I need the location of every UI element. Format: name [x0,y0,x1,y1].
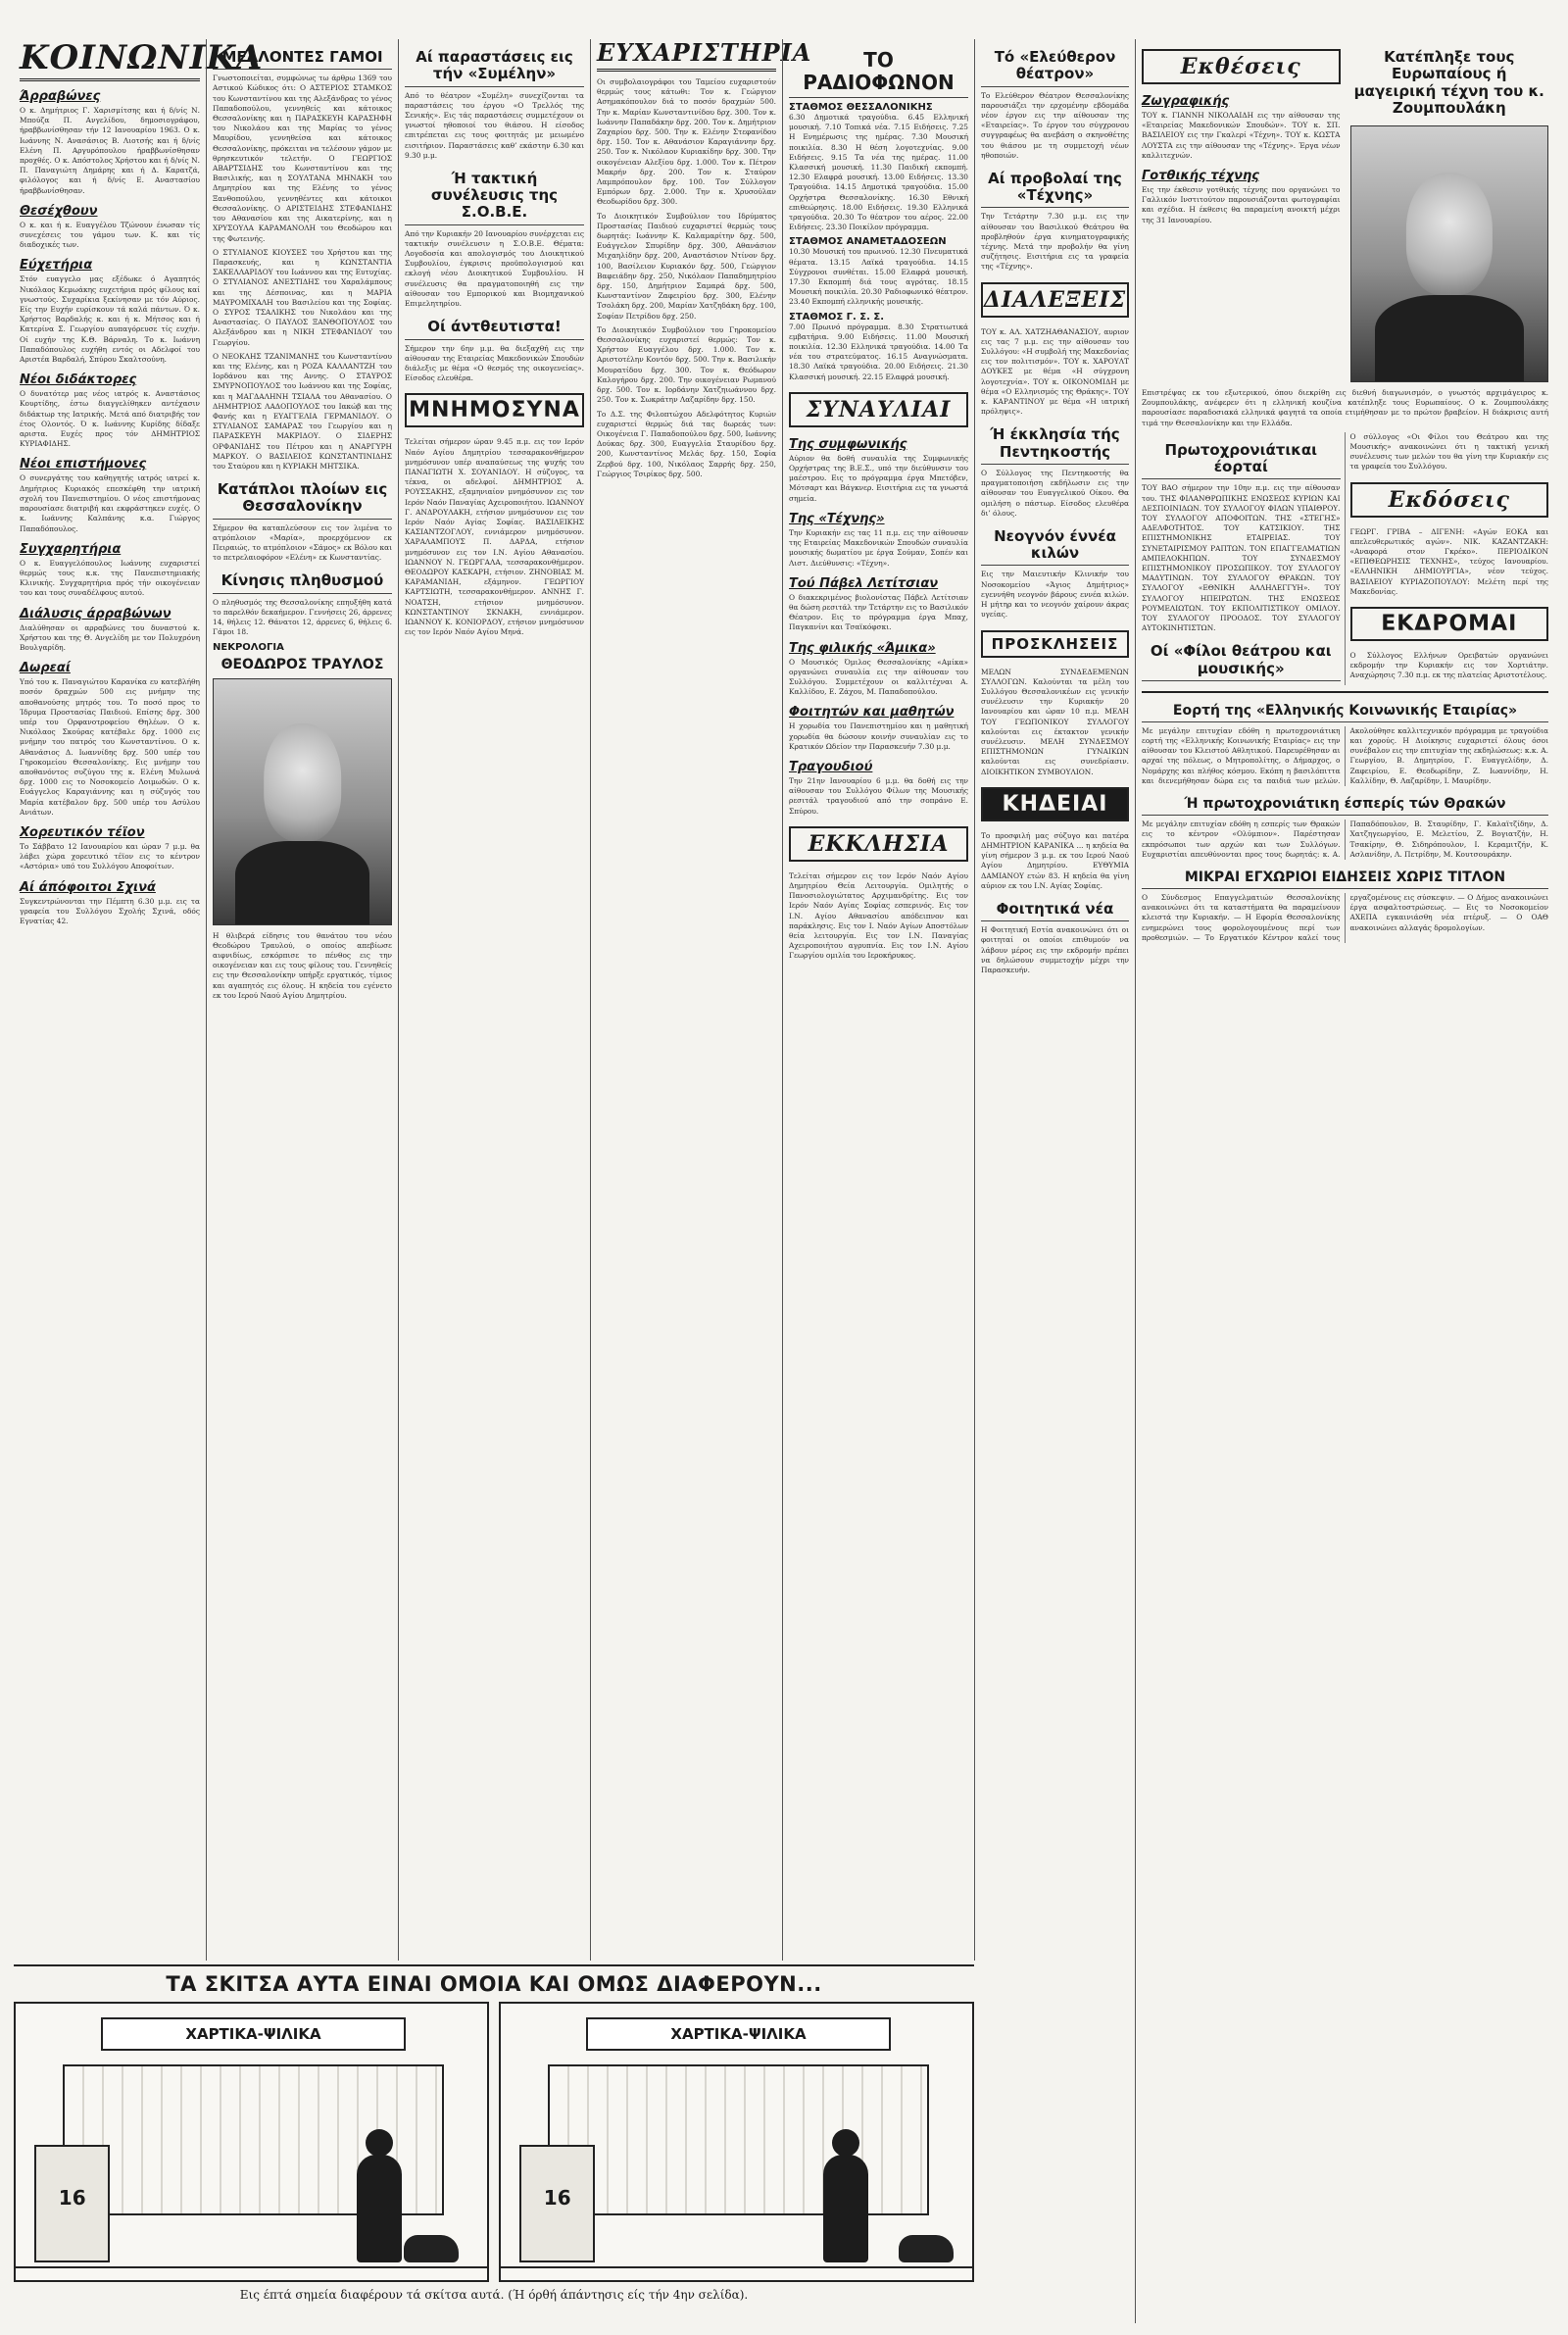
society-celebration-heading: Εορτή της «Ελληνικής Κοινωνικής Εταιρίας» [1142,703,1548,722]
social-masthead: ΚΟΙΝΩΝΙΚΑ [20,41,200,81]
weddings-text-2: Ο ΣΤΥΛΙΑΝΟΣ ΚΙΟΥΣΕΣ του Χρήστου και της Παρασκευής, και η ΚΩΝΣΤΑΝΤΙΑ ΣΑΚΕΛΛΑΡΙΔΟΥ του Ιωάννου και της Ευτυχίας. Ο ΣΤΥΛΙΑΝΟΣ ΑΝΕΣΤΙΔΗΣ του Χαραλάμπους και της Δέσποινας, και η ΜΑΡΙΑ ΜΑΥΡΟΜΙΧΑΛΗ του Βασιλείου και της Σοφίας. Ο ΣΥΡΟΣ ΤΣΑΛΙΚΗΣ του Νικολάου και της Αναστασίας. Ο ΠΑΥΛΟΣ ΞΑΝΘΟΠΟΥΛΟΣ του Αλεξάνδρου και η ΝΙΚΗ ΣΤΕΦΑΝΙΔΟΥ του Γεωργίου. [213,247,392,347]
lectures-text: ΤΟΥ κ. ΑΛ. ΧΑΤΖΗΑΘΑΝΑΣΙΟΥ, αυριον εις τας 7 μ.μ. εις την αίθουσαν του Συλλόγου: «Η συμβολή της Μακεδονίας εις τον πολιτισμόν». ΤΟΥ κ. ΧΑΡΟΥΛΤ ΔΟΥΚΕΣ με θέμα «Η σύγχρονη λογοτεχνία». ΤΟΥ κ. ΟΙΚΟΝΟΜΙΔΗ με θέμα «Ο Ελληνισμός της Θράκης». ΤΟΥ κ. ΚΑΡΑΝΤΙΝΟΥ με θέμα «Η ιατρική πρόληψις». [981,326,1130,417]
song-text: Την 21ην Ιανουαρίου 6 μ.μ. θα δοθή εις την αίθουσαν του Συλλόγου Φίλων της Μουσικής ρεσιτάλ τραγουδιού από την σοπράνο Ε. Σπύρου. [789,775,968,816]
broken-engagement-text: Διαλύθησαν οι αρραβώνες του δυναστού κ. Χρήστου και της Θ. Ανγελίδη με τον Πολυχρόνη Βουλγαρίδη. [20,622,200,652]
thracians-heading: Ή πρωτοχρονιάτικη έσπερίς τών Θρακών [1142,796,1548,816]
new-year-text: ΤΟΥ ΒΑΟ σήμερον την 10ην π.μ. εις την αίθουσαν του. ΤΗΣ ΦΙΛΑΝΘΡΩΠΙΚΗΣ ΕΝΩΣΕΩΣ ΚΥΡΙΩΝ ΚΑΙ ΔΕΣΠΟΙΝΙΔΩΝ. ΤΟΥ ΣΥΛΛΟΓΟΥ ΦΙΛΩΝ ΥΠΑΙΘΡΟΥ. ΤΟΥ ΣΥΛΛΟΓΟΥ ΑΠΟΦΟΙΤΩΝ. ΤΗΣ «ΣΤΕΓΗΣ» ΑΔΕΛΦΟΤΗΤΟΣ. ΤΟΥ ΚΑΤΣΙΚΙΟΥ. ΤΗΣ ΕΠΙΣΤΗΜΟΝΙΚΗΣ ΕΤΑΙΡΕΙΑΣ. ΤΟΥ ΣΥΝΕΤΑΙΡΙΣΜΟΥ ΡΑΠΤΩΝ. ΤΟΝ ΕΠΑΓΓΕΛΜΑΤΙΩΝ ΑΜΠΕΛΟΚΗΠΩΝ. ΤΟΥ ΣΥΝΔΕΣΜΟΥ ΕΠΙΣΤΗΜΟΝΙΚΟΥ ΠΡΟΣΩΠΙΚΟΥ. ΤΟΥ ΣΥΛΛΟΓΟΥ ΜΑΔΥΤΙΝΩΝ. ΤΟΥ ΣΥΛΛΟΓΟΥ ΘΡΑΚΩΝ. ΤΟΥ ΣΥΛΛΟΓΟΥ «ΕΘΝΙΚΗ ΑΛΛΗΛΕΓΓΥΗ». ΤΟΥ ΣΥΛΛΟΓΟΥ ΗΠΕΙΡΩΤΩΝ. ΤΗΣ ΕΝΩΣΕΩΣ ΡΟΥΜΕΛΙΩΤΩΝ. ΤΟΥ ΕΚΠΟΛΙΤΙΣΤΙΚΟΥ ΟΜΙΛΟΥ. ΤΟΥ ΣΥΛΛΟΓΟΥ ΠΡΟΟΔΟΣ. ΤΟΥ ΣΥΛΛΟΓΟΥ ΑΥΤΟΚΙΝΗΤΙΣΤΩΝ. [1142,483,1341,633]
sobe-assembly-heading: Ή τακτική συνέλευσις της Σ.Ο.Β.Ε. [405,171,584,225]
church-heading: ΕΚΚΛΗΣΙΑ [789,826,968,862]
screenings-text: Την Τετάρτην 7.30 μ.μ. εις την αίθουσαν του Βασιλικού Θεάτρου θα προβληθούν έργα κινηματογραφικής τέχνης. Μετά την προβολήν θα γίνη συζήτησις. Εισιτήρια εις τα γραφεία της «Τέχνης». [981,212,1129,272]
column-theatre [398,39,590,1961]
cartoon-panels [14,2002,974,2282]
memorials-heading: ΜΝΗΜΟΣΥΝΑ [405,393,584,427]
column-radio [782,39,974,1961]
radio-station-1: ΣΤΑΘΜΟΣ ΘΕΣΣΑΛΟΝΙΚΗΣ [789,102,933,113]
dog-figure [404,2235,459,2262]
pentecost-text: Ο Σύλλογος της Πεντηκοστής θα πραγματοποιήση εκδήλωσιν εις την αίθουσαν του Ευαγγελικού Οίκου. Θα ομιλήση ο πάστωρ. Είσοδος ελευθέρα δι’ όλους. [981,468,1129,518]
new-scientists-text: Ο συνεργάτης του καθηγητής ιατρός ιατρεί κ. Δημήτριος Κυριακός επεσκέφθη την ιατρική σχολή του Πανεπιστημίου. Ο νέος επιστήμονας παρουσίασε διατριβή και εκφράστηκεν ευχές. Ο κ. Ιωάννης Καλπάνης κ.α. Γιώργος Παπαδόπουλος. [20,473,200,533]
radio-schedule-3: 7.00 Πρωινό πρόγραμμα. 8.30 Στρατιωτικά εμβατήρια. 9.00 Ειδήσεις. 11.00 Μουσική ποικιλία. 12.30 Ελληνικά τραγούδια. 14.00 Τα νέα του στρατεύματος. 16.15 Αναγνώσματα. 18.30 Λαϊκά τραγούδια. 20.00 Ειδήσεις. 21.30 Κλασσική μουσική. 22.15 Ελαφρά μουσική. [789,322,968,381]
pavel-heading: Τού Πάβελ Λετίτσιαν [789,575,939,591]
column-events [974,39,1135,1961]
radio-schedule-1: 6.30 Δημοτικά τραγούδια. 6.45 Ελληνική μουσική. 7.10 Τοπικά νέα. 7.15 Ειδήσεις. 7.25 Η Ενημέρωσις της ημέρας. 7.30 Μουσική ποικιλία. 8.30 Η θέση λογοτεχνίας. 9.00 Ειδήσεις. 9.15 Τα νέα της ημέρας. 11.00 Κλασσική μουσική. 11.30 Παιδική εκπομπή. 12.30 Ελαφρά μουσική. 13.00 Ειδήσεις. 13.30 Τραγούδια. 14.15 Δημοτικά τραγούδια. 15.00 Ορχήστρα Θεσσαλονίκης. 16.30 Εθνική επιθεώρησις. 18.00 Ειδήσεις. 19.30 Ελληνικά τραγούδια. 20.30 Το θέατρον του αέρος. 22.00 Ειδήσεις. 23.30 Ποικίλον πρόγραμμα. [789,113,968,232]
painting-heading: Ζωγραφικής [1142,94,1230,109]
thracians-text: Με μεγάλην επιτυχίαν εδόθη η εσπερίς των Θρακών εις το κέντρον «Ολύμπιον». Παρέστησαν εκπρόσωποι των αρχών και των Συλλόγων. Ευχαριστίαι απευθύνονται προς τους δωρητάς: κ. Α. Παπαδόπουλον, Β. Σταυρίδην, Γ. Καλαϊτζίδην, Δ. Χατζηγεωργίου, Ε. Μελετίου, Ζ. Βογιατζήν, Η. Τσακίρην, Θ. Σιδηρόπουλον, Ι. Κεραμιτζήν, Κ. Ασλανίδην, Λ. Πετρίδην, Μ. Κουτσουράκην. [1142,820,1548,859]
section-text: Ο κ. και ή κ. Ευαγγέλου Τζώνουν ένωσαν τίς συνεχέσεις του γάμου των. Κ. και τίς διαδοχικές των. [20,220,200,250]
thanks-text-1: Οι συμβολαιογράφοι του Ταμείου ευχαριστούν θερμώς τους κάτωθι: Τον κ. Γεώργιον Ασημακόπουλον διά το ποσόν δραχμών 500. Την κ. Μαρίαν Κωνσταντινίδου δρχ. 300. Τον κ. Ιωάννην Παπαδάκην δρχ. 200. Τον κ. Δημήτριον Ζαχαρίου δρχ. 500. Την κ. Ελένην Στεφανίδου δρχ. 150. Τον κ. Αθανάσιον Καραγιάννην δρχ. 250. Τον κ. Νικόλαον Κυριακίδην δρχ. 300. Την οικογένειαν Αλεξίου δρχ. 1.000. Τον κ. Πέτρον Μακρήν δρχ. 200. Τον κ. Σταύρον Λαμπρόπουλον δρχ. 100. Τον Σύλλογον Εμπόρων δρχ. 2.000. Την κ. Χρυσούλαν Θεοδωρίδου δρχ. 300. [597,77,776,207]
cartoon-panel-left [14,2002,489,2282]
congratulations-text: Ο κ. Ευαγγελόπουλος Ιωάννης ευχαριστεί θερμώς τους κ.κ. της Πανεπιστημιακής Κλινικής. Συγχαρητήρια πρός τήν οικογένειαν του και τους συναδέλφους αυτού. [20,558,200,598]
pentecost-heading: Ή έκκλησία τής Πεντηκοστής [981,426,1129,465]
new-scientists-heading: Νέοι επιστήμονες [20,457,147,472]
opponents-text: Σήμερον την 6ην μ.μ. θα διεξαχθή εις την αίθουσαν της Εταιρείας Μακεδονικών Σπουδών διάλεξις με θέμα «Ο θεσμός της οικογενείας». Είσοδος ελευθέρα. [405,343,584,383]
weddings-text-1: Γνωστοποιείται, συμφώνως τω άρθρω 1369 του Αστικού Κώδικος ότι: Ο ΑΣΤΕΡΙΟΣ ΣΤΑΜΚΟΣ του Κωνσταντίνου και της Αλεξάνδρας το γένος Παπαδοπούλου, γεννηθείς και κάτοικος Θεσσαλονίκης και η ΠΑΡΑΣΚΕΥΗ ΚΑΡΑΣΗΦΗ του Νικολάου και της Μαρίας το γένος Μαυρίδου, γεννηθείσα και κάτοικος Θεσσαλονίκης, πρόκειται να τελέσουν γάμον με θρησκευτικόν τελετήν. Ο ΓΕΩΡΓΙΟΣ ΑΒΑΡΤΣΙΔΗΣ του Κωνσταντίνου και της Βασιλικής, και η ΣΟΥΛΤΑΝΑ ΜΗΝΑΚΗ του Δημητρίου και της Ελένης το γένος Ξανθοπούλου, γεννηθέντες και κάτοικοι Θεσσαλονίκης. Ο ΑΡΙΣΤΕΙΔΗΣ ΣΤΕΦΑΝΙΔΗΣ του Αθανασίου και της Αικατερίνης, και η ΧΡΥΣΟΥΛΑ ΚΑΡΑΜΑΝΟΛΗ του Θεοδώρου και της Φωτεινής. [213,74,392,243]
section-heading: Θεσέχθουν [20,203,98,219]
thanks-text-2: Το Διοικητικόν Συμβούλιον του Ιδρύματος Προστασίας Παιδιού ευχαριστεί θερμώς τους δωρητάς: Ιωάννην Κ. Καλαμαρίτην δρχ. 500, Ευάγγελον Σπυρίδην δρχ. 300, Αθανάσιον Μιχαηλίδην δρχ. 200, Αναστάσιον Ντίνον δρχ. 100, Βασίλειον Κυριακόν δρχ. 500, Γεώργιον Βαφειάδην δρχ. 250, Νικόλαον Παπαδημητρίου δρχ. 150, Δημήτριον Σαμαρά δρχ. 500, Κωνσταντίνον Ζαφειρίου δρχ. 300, Ελένην Τσολάκη δρχ. 200, Μαρίαν Χατζηδάκη δρχ. 100, Σοφίαν Πετρίδου δρχ. 250. [597,211,776,321]
gothic-heading: Γοτθικής τέχνης [1142,169,1259,184]
chef-photo [1350,125,1549,382]
ship-arrivals-heading: Κατάπλοι πλοίων εις Θεσσαλονίκην [213,481,392,520]
dance-tea-text: Το Σάββατο 12 Ιανουαρίου και ώραν 7 μ.μ. θα λάβει χώρα χορευτικό τέϊον εις το κέντρον «Αστόρια» υπό του Συλλόγου Αποφοίτων. [20,841,200,871]
column-thanks [590,38,812,1961]
symphonic-text: Αύριον θα δοθή συναυλία της Συμφωνικής Ορχήστρας της Β.Ε.Σ., υπό την διεύθυνσιν του μαέστρου. Εις το πρόγραμμα έργα Μπετόβεν, Μότσαρτ και Βάγκνερ. Εισιτήρια εις τα γνωστά σημεία. [789,453,968,503]
column-weddings [206,39,398,1961]
gothic-text: Εις την έκθεσιν γοτθικής τέχνης που οργανώνει το Γαλλικόν Ινστιτούτον παρουσιάζονται φωτογραφίαι και σχέδια. Η έκθεσις θα παραμείνη ανοικτή μέχρι της 31 Ιανουαρίου. [1142,185,1341,224]
population-text: Ο πληθυσμός της Θεσσαλονίκης επηυξήθη κατά το παρελθόν δεκαήμερον. Γεννήσεις 26, άρρενες 14, θήλεις 12. Θάνατοι 12, άρρενες 6, θήλεις 6. Γάμοι 18. [213,597,392,637]
friends-heading: Οί «Φίλοι θεάτρου και μουσικής» [1142,643,1341,681]
obituary-label: ΝΕΚΡΟΛΟΓΙΑ [213,641,284,653]
new-doctors-heading: Νέοι διδάκτορες [20,373,137,388]
local-news-heading: ΜΙΚΡΑΙ ΕΓΧΩΡΙΟΙ ΕΙΔΗΣΕΙΣ ΧΩΡΙΣ ΤΙΤΛΟΝ [1142,869,1548,889]
obituary-name: ΘΕΟΔΩΡΟΣ ΤΡΑΥΛΟΣ [220,656,384,672]
shop-sign: ΧΑΡΤΙΚΑ-ΨΙΛΙΚΑ [101,2017,407,2051]
symphonic-heading: Της συμφωνικής [789,436,907,452]
divider [1142,691,1548,693]
shop-door: 16 [519,2145,595,2262]
broken-engagement-heading: Διάλυσις άρραβώνων [20,606,172,621]
portrait-suit [235,841,370,924]
symeli-heading: Αί παραστάσεις εις τήν «Συμέλην» [405,49,584,87]
publications-text: ΓΕΩΡΓ. ΓΡΙΒΑ – ΔΙΓΕΝΗ: «Αγών ΕΟΚΑ και απελευθερωτικός αγών». ΝΙΚ. ΚΑΖΑΝΤΖΑΚΗ: «Αναφορά στον Γκρέκο». ΠΕΡΙΟΔΙΚΟΝ «ΕΠΙΘΕΩΡΗΣΙΣ ΤΕΧΝΗΣ», τεύχος Ιανουαρίου. «ΕΛΛΗΝΙΚΗ ΔΗΜΙΟΥΡΓΙΑ», νέον τεύχος. ΒΑΣΙΛΕΙΟΥ ΚΥΡΙΑΖΟΠΟΥΛΟΥ: Μελέτη περί της Μακεδονίας. [1349,526,1548,596]
greetings-text: Στόν ευαγγελο μας εξέδωκε ό Αγαπητός Νικόλαος Κεμωάκης ευχετήρια πρός φίλους καί γνωστούς. Συχαρίκια ξεκίνησαν με τόν Αύριος. Είς την Ευχήν ευρίσκουν τά καλά πάντων. Ό κ. Χρήστος Βαρδαλής κ. και ή κ. Μήτσος και ή Κατερίνα Σ. Γεωργίου αυπαγόρευσε τίς ευχήν. Οί ευχήν της Κ.Θ. Βάρναλη. Το κ. Ιωάννη Παπαδόπουλος ευχήθη εντός οι Αδελφοί του Αριστέα Βαρδαλή, Σπύρου Σκαλτσούνη. [20,274,200,365]
thanks-text-3: Το Διοικητικόν Συμβούλιον του Γηροκομείου Θεσσαλονίκης ευχαριστεί θερμώς: Τον κ. Χρήστον Ευαγγέλου δρχ. 1.000. Τον κ. Αριστοτέλην Κοντόν δρχ. 500. Την κ. Βασιλικήν Μουρατίδου δρχ. 300. Τον κ. Θεόδωρον Καλογήρου δρχ. 200. Την οικογένειαν Ρωμανού δρχ. 500. Τον κ. Ιορδάνην Χατζηιωάννου δρχ. 250. Τον κ. Σωκράτην Λαζαρίδην δρχ. 150. [597,324,776,405]
radio-heading: ΤΟ ΡΑΔΙΟΦΩΝΟΝ [789,49,968,98]
amika-heading: Της φιλικής «Άμικα» [789,640,936,656]
chef-suit [1375,295,1524,381]
chef-block [1350,39,1549,388]
painting-text: ΤΟΥ κ. ΓΙΑΝΝΗ ΝΙΚΟΛΑΙΔΗ εις την αίθουσαν της «Εταιρείας Μακεδονικών Σπουδών». ΤΟΥ κ. ΣΠ. ΒΑΣΙΛΕΙΟΥ εις την Γκαλερί «Τέχνη». ΤΟΥ κ. ΚΩΣΤΑ ΛΟΥΣΤΑ εις την αίθουσαν της «Τέχνης». Έργα νέων καλλιτεχνών. [1142,111,1341,160]
newborn-heading: Νεογνόν έννέα κιλών [981,528,1129,567]
graduates-text: Συγκεντρώνονται την Πέμπτη 6.30 μ.μ. εις τα γραφεία του Συλλόγου Σχολής Σχινά, οδός Εγνατίας 42. [20,896,200,925]
population-heading: Κίνησις πληθυσμού [213,572,392,593]
shop-window [548,2064,929,2215]
thanks-masthead: ΕΥΧΑΡΙΣΤΗΡΙΑ [597,41,776,72]
local-news-text: Ο Σύνδεσμος Επαγγελματιών Θεσσαλονίκης ανακοινώνει ότι τα καταστήματα θα παραμείνουν κλειστά την Κυριακήν. — Η Εφορία Θεσσαλονίκης ενημερώνει τους φορολογουμένους περί των προθεσμιών. — Το Εργατικόν Κέντρον καλεί τους εργαζομένους εις σύσκεψιν. — Ο Δήμος ανακοινώνει έργα ασφαλτοστρώσεως. — Εις το Νοσοκομείον ΑΧΕΠΑ εγκαινιάσθη νέα πτέρυξ. — Ο ΟΑΘ ανακοινώνει αλλαγάς δρομολογίων. [1142,893,1548,942]
newborn-text: Εις την Μαιευτικήν Κλινικήν του Νοσοκομείου «Άγιος Δημήτριος» εγεννήθη νεογνόν βάρους εννέα κιλών. Η μήτηρ και το νεογνόν χαίρουν άκρας υγείας. [981,570,1129,620]
cartoon-caption: Εις έπτά σημεία διαφέρουν τά σκίτσα αυτά. (Ή όρθή άπάντησις είς τήν 4ην σελίδα). [239,2288,749,2302]
techni-heading: Της «Τέχνης» [789,511,885,526]
chef-headline: Κατέπληξε τους Ευρωπαίους ή μαγειρική τέχνη του κ. Ζουμπουλάκη [1353,48,1544,117]
song-heading: Τραγουδιού [789,759,873,774]
obituary-text: Η θλιβερά είδησις του θανάτου του νέου Θεοδώρου Τραυλού, ο οποίος απεβίωσε αιφνιδίως, εσκόρπισε το πένθος εις την οικογένειαν και εις τους φίλους του. Γεννηθείς εις την Θεσσαλονίκην υπήρξε εργατικός, τίμιος και αγαπητός εις όλους. Η κηδεία του εγένετο εκ του Ιερού Ναού Αγίου Δημητρίου. [213,930,392,1000]
exhibitions-block [1142,39,1341,388]
friends-text: Ο σύλλογος «Οι Φίλοι του Θεάτρου και της Μουσικής» ανακοινώνει ότι η τακτική γενική συνέλευσις των μελών του θα γίνη την Κυριακήν εις τα γραφεία του Συλλόγου. [1349,431,1548,472]
ground-line [16,2266,487,2268]
chef-text: Επιστρέψας εκ του εξωτερικού, όπου διεκρίθη εις διεθνή διαγωνισμόν, ο γνωστός αρχιμάγειρος κ. Ζουμπουλάκης, ανέφερεν ότι η ελληνική κουζίνα κατέπληξε τους Ευρωπαίους. Ο κ. Ζουμπουλάκης παρουσίασε παραδοσιακά ελληνικά φαγητά τα οποία ετιμήθησαν με το πρώτον βραβείον. Η διάκρισις αυτή τιμά την Θεσσαλονίκην και την Ελλάδα. [1142,388,1548,427]
techni-text: Την Κυριακήν εις τας 11 π.μ. εις την αίθουσαν της Εταιρείας Μακεδονικών Σπουδών συναυλία μουσικής δωματίου με έργα Σούμαν, Σοπέν και Λιστ. Διεύθυνσις: «Τέχνη». [789,527,968,568]
shop-sign: ΧΑΡΤΙΚΑ-ΨΙΛΙΚΑ [586,2017,892,2051]
screenings-heading: Αί προβολαί της «Τέχνης» [981,171,1129,209]
students-heading: Φοιτητών και μαθητών [789,705,955,720]
society-celebration-text: Με μεγάλην επιτυχίαν εδόθη η πρωτοχρονιάτικη εορτή της «Ελληνικής Κοινωνικής Εταιρίας» εις την αίθουσαν του Κλειστού Αθλητικού. Παρευρέθησαν αι αρχαί της πόλεως, ο Μητροπολίτης, ο Δήμαρχος, ο Νομάρχης και πλήθος κόσμου. Εκόπη η βασιλόπιττα και διενεμήθησαν δώρα εις τα παιδιά των μελών. Ακολούθησε καλλιτεχνικόν πρόγραμμα με τραγούδια και χορούς. Η Διοίκησις ευχαριστεί όλους όσοι συνέβαλον εις την επιτυχίαν της εκδηλώσεως: κ.κ. Α. Γεωργίου, Β. Δημητρίου, Γ. Ευαγγελίδην, Δ. Ζαφειρίου, Ε. Θεοδωρίδην, Ζ. Ιωαννίδην, Η. Καλλίδην, Θ. Λαζαρίδην, Ι. Μαυρίδην. [1142,725,1548,785]
donations-heading: Δωρεαί [20,661,71,676]
invitations-heading: ΠΡΟΣΚΛΗΣΕΙΣ [981,630,1129,658]
amika-text: Ο Μουσικός Όμιλος Θεσσαλονίκης «Αμίκα» οργανώνει συναυλία εις την αίθουσαν του Συλλόγου. Συμμετέχουν οι καλλιτέχναι Α. Καλλίδου, Ε. Ζάχου, Μ. Παπαδοπούλου. [789,657,968,697]
column-culture [1135,39,1554,2323]
free-theatre-heading: Τό «Ελεύθερον θέατρον» [981,49,1129,87]
spot-the-difference-cartoon [14,1964,974,2331]
cartoon-title: ΤΑ ΣΚΙΤΣΑ ΑΥΤΑ ΕΙΝΑΙ ΟΜΟΙΑ ΚΑΙ ΟΜΩΣ ΔΙΑΦΕΡΟΥΝ... [166,1972,822,1996]
student-news-text: Η Φοιτητική Εστία ανακοινώνει ότι οι φοιτηταί οι οποίοι επιθυμούν να λάβουν μέρος εις την εκδρομήν πρέπει να δηλώσουν συμμετοχήν μέχρι την Παρασκευήν. [981,925,1129,975]
free-theatre-text: Το Ελεύθερον Θέατρον Θεσσαλονίκης παρουσιάζει την ερχομένην εβδομάδα νέον έργον εις την αίθουσαν της «Εταιρείας». Το έργον του σύγχρονου συγγραφέως θα ανεβάση ο σκηνοθέτης του θιάσου με τη συμμετοχή νέων ηθοποιών. [981,90,1129,160]
engagements-text: Ο κ. Δημήτριος Γ. Χαρισμίτσης και ή δ/νίς Ν. Μπούζα Π. Ανγελίδου, δημοσιογράφου, ήραββωνίσθησαν τήν 12 Ιανουαρίου 1963. Ο κ. Ιωάννης Ν. Ανασάσιος Β. Λιοτσής και ή δ/νίς Ελένη Π. Αργυρόπουλου ήραββωνίσθησαν προχθές. Ο κ. Απόστολος Χρήστου και ή δ/νίς Ν. Π. Παναγιώτη Δημάρης και ή Δ. Καρατζά, φιλόλογος και ή δ/νίς Ε. Αναστασίου ήραββωνίσθησαν. [20,106,200,195]
dance-tea-heading: Χορευτικόν τέϊον [20,824,145,840]
church-text: Τελείται σήμερον εις τον Ιερόν Ναόν Αγίου Δημητρίου Θεία Λειτουργία. Ομιλητής ο Πανοσιολογιώτατος Αρχιμανδρίτης. Εις τον Ιερόν Ναόν Αγίας Σοφίας εσπερινός. Εις τον Ι.Ν. Αγίου Αθανασίου απόδειπνον και παράκλησις. Εις τον Ι. Ναόν Αγίων Αποστόλων θεία λειτουργία. Εις τον Ι.Ν. Παναγίας Αχειροποιήτου αγρυπνία. Εις τον Ι.Ν. Αγίου Γεωργίου ομιλία του Ιεροκήρυκος. [789,870,968,961]
memorials-text: Τελείται σήμερον ώραν 9.45 π.μ. εις τον Ιερόν Ναόν Αγίου Δημητρίου τεσσαρακονθήμερον μνημόσυνον υπέρ αναπαύσεως της ψυχής του ΠΑΝΑΓΙΩΤΗ Χ. ΣΟΥΑΝΙΔΟΥ. Η σύζυγος, τα τέκνα, οι αδελφοί. ΔΗΜΗΤΡΙΟΣ Α. ΡΟΥΣΣΑΚΗΣ, εξαμηνιαίον μνημόσυνον εις τον Ιερόν Ναόν Παναγίας Αχειροποιήτου. ΙΩΑΝΝΟΥ Γ. ΑΝΔΡΟΥΛΑΚΗ, ετήσιον μνημόσυνον εις τον Ιερόν Ναόν Αγίας Σοφίας. ΒΑΣΙΛΕΙΚΗΣ ΚΑΣΙΑΝΤΖΟΓΛΟΥ, εννιάμερον μνημόσυνον. ΧΑΡΑΛΑΜΠΟΥΣ Π. ΔΑΡΔΑ, ετήσιον μνημόσυνον εις τον Ι.Ν. Αγίου Αθανασίου. ΙΩΑΝΝΟΥ Ν. ΓΕΩΡΓΑΛΑ, τεσσαρακονθήμερον. ΘΕΟΔΩΡΟΥ ΚΑΣΚΑΡΗ, ετήσιον. ΖΗΝΟΒΙΑΣ Μ. ΚΑΡΑΜΑΝΙΔΗ, εξάμηνον. ΓΕΩΡΓΙΟΥ ΚΑΡΤΣΙΩΤΗ, τεσσαρακονθήμερον. ΑΝΝΗΣ Γ. ΝΟΑΤΣΗ, ετήσιον μνημόσυνον. ΚΩΝΣΤΑΝΤΙΝΟΥ ΣΚΝΑΚΗ, εννιάμερον. ΙΩΑΝΝΟΥ Κ. ΚΟΝΙΟΡΔΟΥ, ετήσιον μνημόσυνον εις τον Ιερόν Ναόν Αγίου Μηνά. [405,437,584,637]
weddings-text-3: Ο ΝΕΟΚΛΗΣ ΤΖΑΝΙΜΑΝΗΣ του Κωνσταντίνου και της Ελένης, και η ΡΟΖΑ ΚΑΛΛΑΝΤΖΗ του Ιορδάνου και της Αννης. Ο ΣΤΑΥΡΟΣ ΣΜΥΡΝΟΠΟΥΛΟΣ του Ιωάννου και της Σοφίας, και η ΜΑΓΔΑΛΗΝΗ ΤΣΙΑΛΑ του Αθανασίου. Ο ΔΗΜΗΤΡΙΟΣ ΛΑΔΟΠΟΥΛΟΣ του Ιακώβ και της Φανής και η ΕΥΑΓΓΕΛΙΑ ΓΕΡΜΑΝΙΔΟΥ. Ο ΣΤΥΛΙΑΝΟΣ ΣΑΜΑΡΑΣ του Γεωργίου και η ΠΑΡΑΣΚΕΥΗ ΜΑΚΡΙΔΟΥ. Ο ΣΙΔΕΡΗΣ ΟΡΦΑΝΙΔΗΣ του Πέτρου και η ΑΝΑΡΓΥΡΗ ΜΑΡΚΟΥ. Ο ΒΑΣΙΛΕΙΟΣ ΚΩΝΣΤΑΝΤΙΝΙΔΗΣ του Σταύρου και η ΚΥΡΙΑΚΗ ΜΗΤΣΙΚΑ. [213,351,392,471]
portrait-face [264,723,342,841]
thanks-text-4: Το Δ.Σ. της Φιλοπτώχου Αδελφότητος Κυριών ευχαριστεί θερμώς διά τας δωρεάς των: Οικογένεια Γ. Παπαδοπούλου δρχ. 500, Ιωάννης Δούκας δρχ. 300, Ευαγγελία Σταυρίδου δρχ. 200, Κωνσταντίνος Μελάς δρχ. 150, Σοφία Ζερβού δρχ. 100, Νικόλαος Σαρρής δρχ. 250, Γεώργιος Τσιρίκος δρχ. 500. [597,409,776,478]
graduates-heading: Αί άπόφοιτοι Σχινά [20,879,156,895]
future-weddings-heading: ΜΕΛΛΟΝΤΕΣ ΓΑΜΟΙ [213,49,392,70]
excursions-heading: ΕΚΔΡΟΜΑΙ [1350,607,1549,641]
congratulations-heading: Συγχαρητήρια [20,541,122,557]
cartoon-panel-right [499,2002,974,2282]
engagements-heading: Άρραβώνες [20,89,101,104]
excursions-text: Ο Σύλλογος Ελλήνων Ορειβατών οργανώνει εκδρομήν την Κυριακήν εις τον Χορτιάτην. Αναχώρησις 7.30 π.μ. εκ της πλατείας Αριστοτέλους. [1349,651,1548,680]
festivities-block [1142,432,1548,685]
greetings-heading: Εύχετήρια [20,258,93,273]
sobe-assembly-text: Από την Κυριακήν 20 Ιανουαρίου συνέρχεται εις τακτικήν συνέλευσιν η Σ.Ο.Β.Ε. Θέματα: Λογοδοσία και απολογισμός του Διοικητικού Συμβουλίου, έγκρισις προϋπολογισμού και εκλογή νέου Διοικητικού Συμβουλίου. Η συνέλευσις θα πραγματοποιηθή εις την αίθουσαν του Εμπορικού και Βιομηχανικού Επιμελητηρίου. [405,228,584,309]
publications-heading: Εκδόσεις [1350,482,1549,518]
students-text: Η χορωδία του Πανεπιστημίου και η μαθητική χορωδία θα δώσουν κοινήν συναυλίαν εις το Κρατικόν Ωδείον την Παρασκευήν 7.30 μ.μ. [789,721,968,751]
top-block [1142,39,1548,388]
ship-arrivals-text: Σήμερον θα καταπλεύσουν εις τον λιμένα το ατμόπλοιον «Μαρία», προερχόμενον εκ Πειραιώς, το ατμόπλοιον «Σάμος» εκ Βόλου και το πετρελαιοφόρον «Ελένη» εκ Κωνσταντίας. [213,522,392,563]
radio-station-3: ΣΤΑΘΜΟΣ Γ. Σ. Σ. [789,311,885,323]
student-news-heading: Φοιτητικά νέα [981,901,1129,921]
man-figure [357,2155,402,2262]
invitations-text: ΜΕΛΩΝ ΣΥΝΔΕΔΕΜΕΝΩΝ ΣΥΛΛΟΓΩΝ. Καλούνται τα μέλη του Συλλόγου Θεσσαλονικέων εις γενικήν συνέλευσιν την Κυριακήν 20 Ιανουαρίου και ώραν 10 π.μ. ΜΕΛΗ ΤΟΥ ΓΕΩΠΟΝΙΚΟΥ ΣΥΛΛΟΓΟΥ καλούνται εις έκτακτον γενικήν συνέλευσιν. ΜΕΛΗ ΣΥΝΔΕΣΜΟΥ ΕΠΙΣΤΗΜΟΝΩΝ ΓΥΝΑΙΚΩΝ καλούνται εις συνεδρίασιν. ΔΙΟΙΚΗΤΙΚΟΝ ΣΥΜΒΟΥΛΙΟΝ. [981,667,1129,776]
lectures-heading: ΔΙΑΛΕΞΕΙΣ [981,282,1129,318]
funerals-heading: ΚΗΔΕΙΑΙ [981,787,1129,821]
ground-line [501,2266,972,2268]
new-year-heading: Πρωτοχρονιάτικαι έορταί [1142,442,1341,480]
symeli-text: Από το θέατρον «Συμέλη» συνεχίζονται τα παραστάσεις του έργου «Ο Τρελλός της Σενικής». Εις τάς παραστάσεις συμμετέχουν οι γνωστοί ηθοποιοί του θιάσου. Η είσοδος επιτρέπεται εις τους φοιτητάς με μειωμένο εισιτήριον. Παραστάσεις καθ’ εκάστην 6.30 και 9.30 μ.μ. [405,90,584,160]
funerals-text: Το προσφιλή μας σύζυγο και πατέρα ΔΗΜΗΤΡΙΟΝ ΚΑΡΑΝΙΚΑ ... η κηδεία θα γίνη σήμερον 3 μ.μ. εκ του Ιερού Ναού Αγίου Δημητρίου. ΕΥΘΥΜΙΑ ΔΑΜΙΑΝΟΥ ετών 83. Η κηδεία θα γίνη αύριον εκ του Ι.Ν. Αγίας Σοφίας. [981,830,1129,890]
new-doctors-text: Ο δυνατότερ μας νέος ιατρός κ. Αναστάσιος Κουρτίδης, έστω διαγγελίθηκεν αντέχασιν διδάκτωρ της Ιατρικής. Μετά από διατριβής τον έτος Ολοντός. Ό κ. Ιωάννης Κυρίδης δίδαξε αριστα. Ευχές προς τόν ΔΗΜΗΤΡΙΟΣ ΚΥΡΙΑΦΙΔΗΣ. [20,389,200,449]
shop-door: 16 [34,2145,110,2262]
donations-text: Υπό του κ. Παναγιώτου Καρανίκα ευ κατεβλήθη ποσόν δραχμών 500 εις μνήμην της αποθανούσης μητρός του. Το ποσό προς το Ίδρυμα Προστασίας Παιδιού. Επίσης δρχ. 300 υπέρ του Ορφανοτροφείου Θηλέων. Ο κ. Νικόλαος Σκούρας κατέβαλε δρχ. 1000 εις μνήμην του πατρός του Κωνσταντίνου. Ο κ. Αθανάσιος Δ. Ιωαννίδης δρχ. 500 υπέρ του Γηροκομείου Θεσσαλονίκης. Εις μνήμην του αποθανόντος συζύγου της κ. Ελένη Μυλωνά δρχ. 1000 εις το Νοσοκομείο Λοιμωδών. Ο κ. Ευάγγελος Καραγιάννης και η σύζυγός του Μαρία κατέβαλον δρχ. 500 υπέρ του Ασύλου Ανιάτων. [20,677,200,817]
dog-figure [899,2235,954,2262]
radio-schedule-2: 10.30 Μουσική του πρωινού. 12.30 Πνευματικά θέματα. 13.15 Λαϊκά τραγούδια. 14.15 Σύγχρονοι συνθέται. 15.00 Ελαφρά μουσική. 17.30 Εκπομπή διά τους αγρότας. 18.15 Μουσική ποικιλία. 20.30 Ραδιοφωνικό θέατρον. 23.40 Εκπομπή ελληνικής μουσικής. [789,247,968,307]
opponents-heading: Οί άντθευτιστα! [405,319,584,339]
pavel-text: Ο διακεκριμένος βιολονίστας Πάβελ Λετίτσιαν θα δώση ρεσιτάλ την Τετάρτην εις το Βασιλικόν Θέατρον. Εις το πρόγραμμα έργα Μπαχ, Παγκανίνι και Τσαϊκόφσκι. [789,592,968,632]
obituary-photo [213,678,392,925]
chef-face [1406,173,1493,295]
exhibitions-heading: Εκθέσεις [1142,49,1341,84]
radio-station-2: ΣΤΑΘΜΟΣ ΑΝΑΜΕΤΑΔΟΣΕΩΝ [789,236,947,248]
concerts-heading: ΣΥΝΑΥΛΙΑΙ [789,392,968,427]
man-figure [823,2155,868,2262]
